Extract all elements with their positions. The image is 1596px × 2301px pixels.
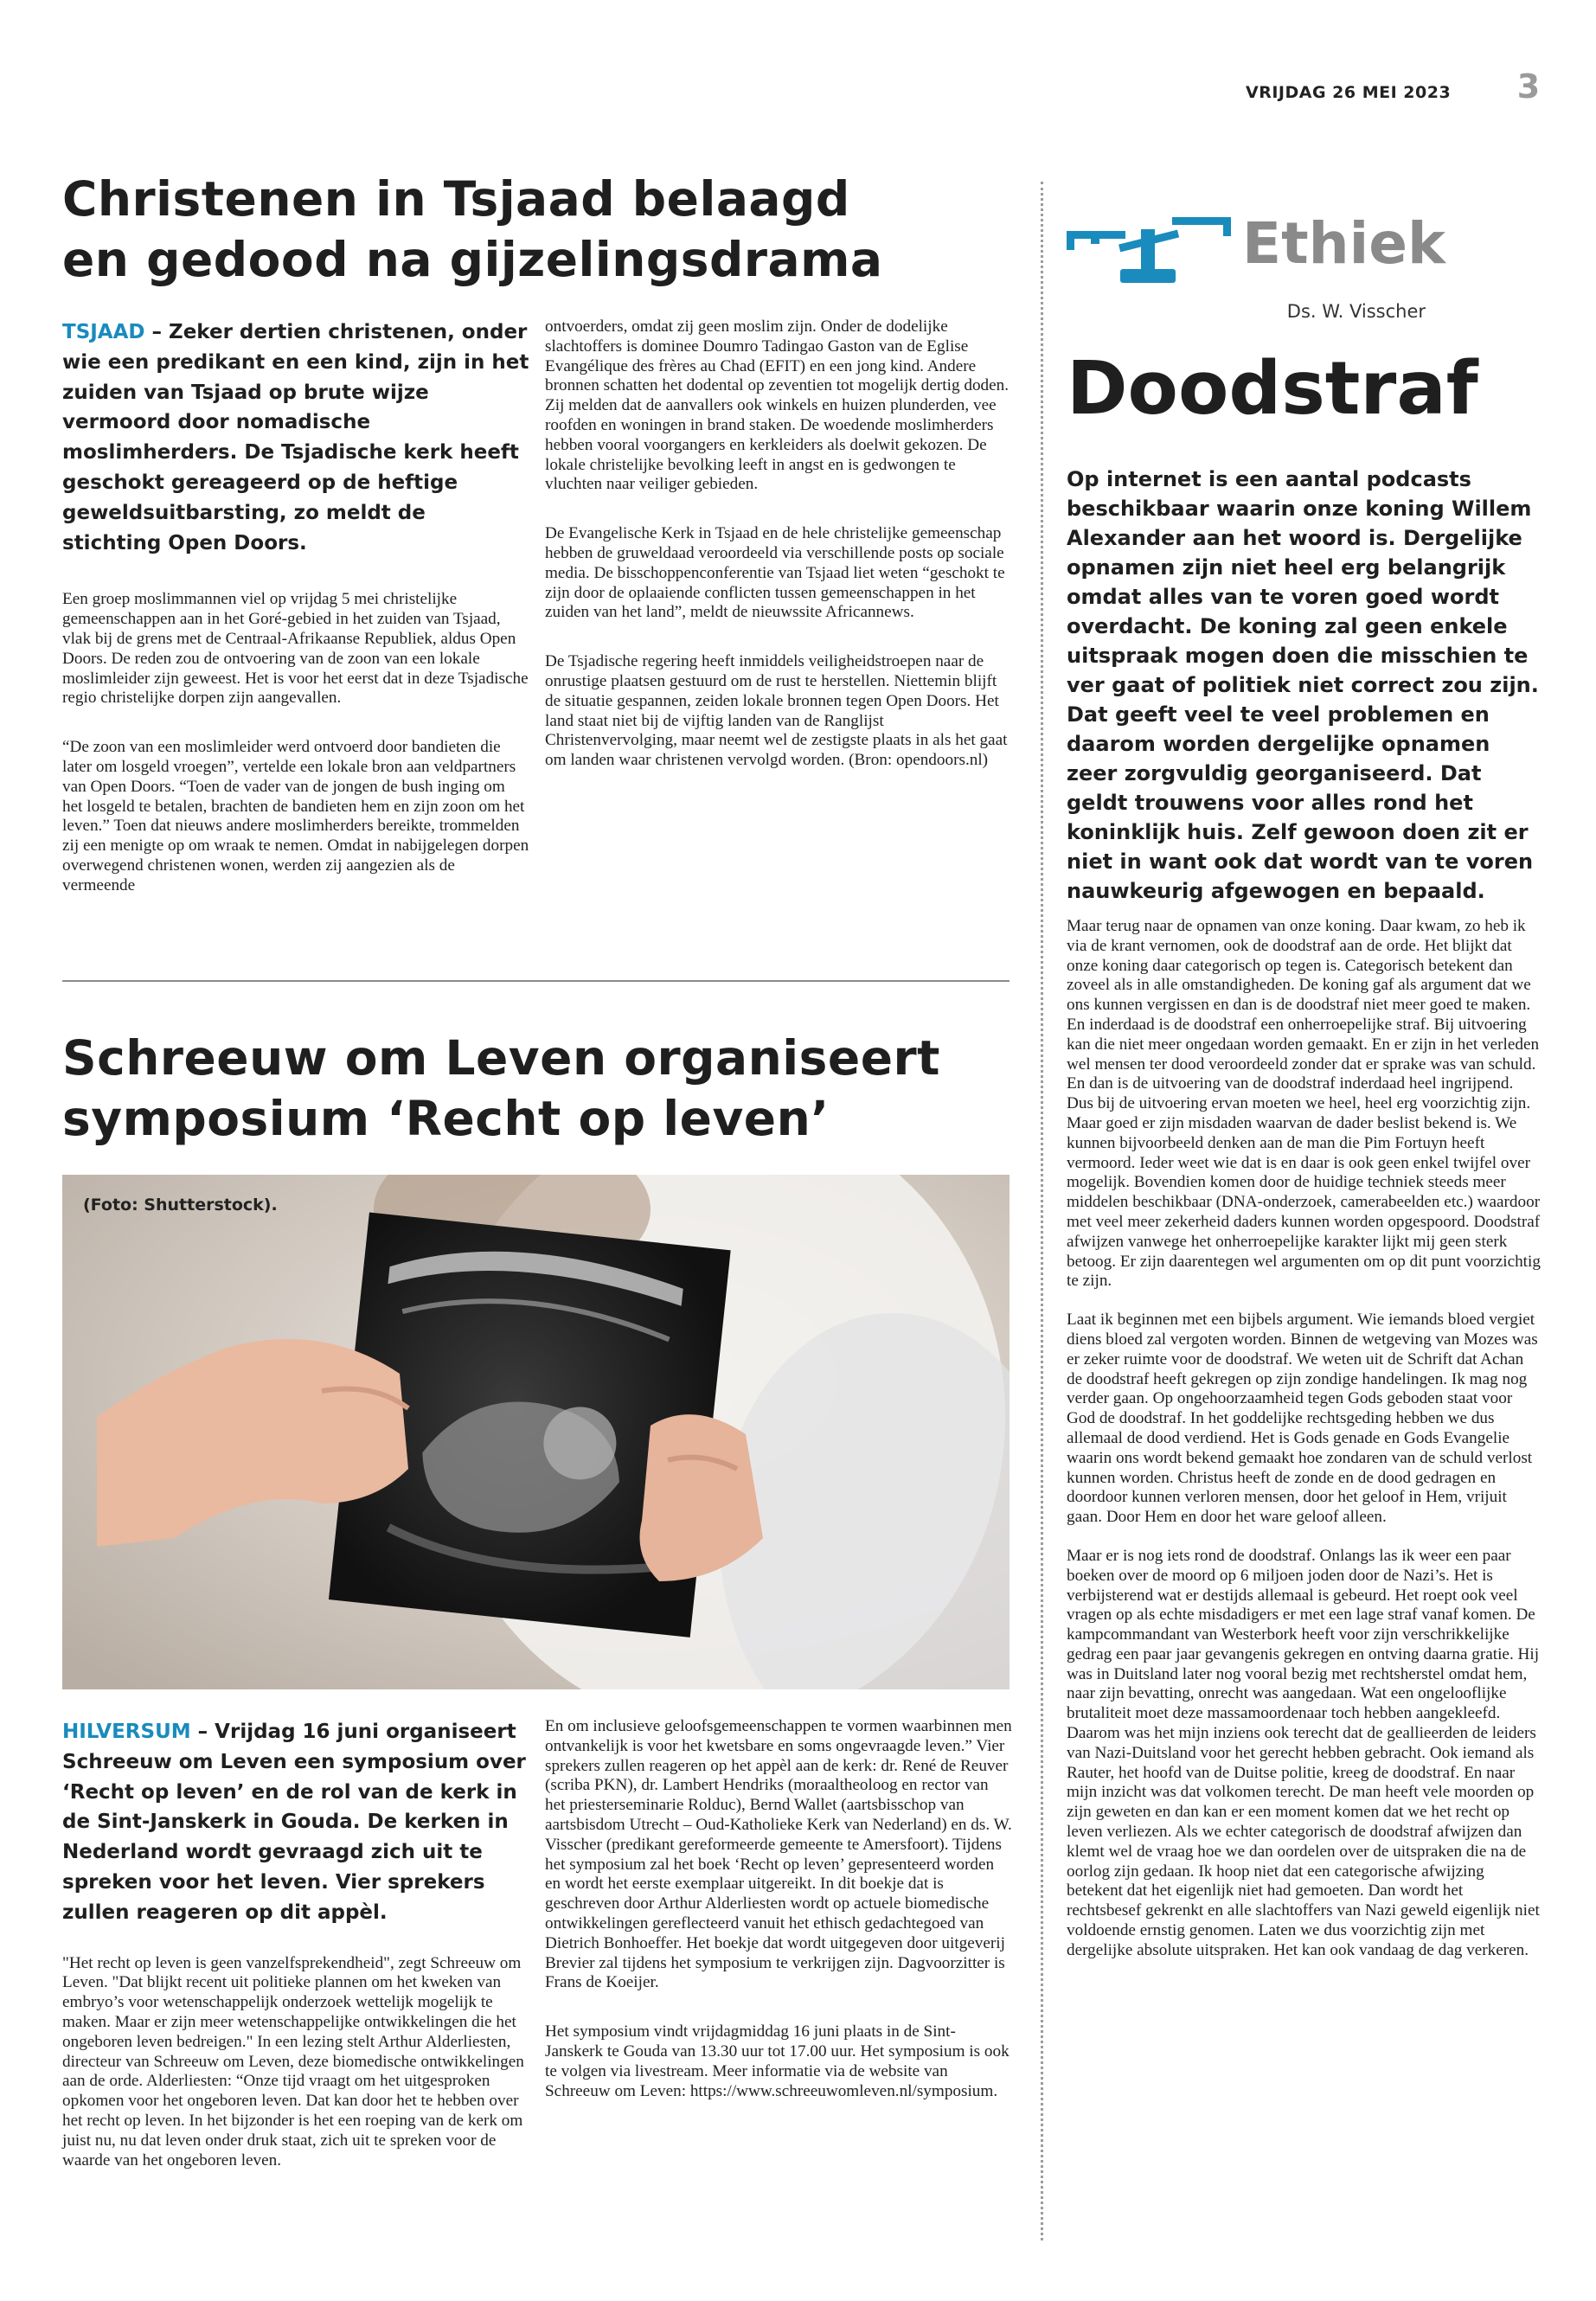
article1-headline-line: en gedood na gijzelingsdrama: [62, 232, 883, 287]
section-divider: [62, 980, 1010, 982]
scales-icon: [1067, 212, 1231, 294]
article2-headline: [62, 1028, 1014, 1149]
column-paragraph: Laat ik beginnen met een bijbels argument. Wie iemands bloed vergiet diens bloed zal vergoten worden. Binnen de wetgeving van Mozes was er zeker ruimte voor de doodstraf. We weten uit de Schrift dat Achan de doodstraf heeft gekregen op zijn zondige handelingen. Ik mag nog verder gaan. Op ongehoorzaamheid tegen Gods geboden staat voor God de doodstraf. In het goddelijke rechtsgeding hebben we dus allemaal de dood verdiend. Het is Gods genade en Gods Evangelie waarin ons wordt bekend gemaakt hoe zondaren van de schuld verlost kunnen worden. Christus heeft de zonde en de dood gedragen en doordoor kunnen verloren mensen, door het geloof in Hem, vrijuit gaan. Door Hem en door het ware geloof alleen.: [1067, 1311, 1538, 1527]
column-lead: Op internet is een aantal podcasts beschikbaar waarin onze koning Willem Alexander aan het woord is. Dergelijke opnamen zijn niet heel erg belangrijk omdat alles van te voren goed wordt overdacht. De koning zal geen enkele uitspraak mogen doen die misschien te ver gaat of politiek niet correct zou zijn. Dat geeft veel te veel problemen en daarom worden dergelijke opnamen zeer zorgvuldig georganiseerd. Dat geldt trouwens voor alles rond het koninklijk huis. Zelf gewoon doen zit er niet in want ook dat wordt van te voren nauwkeurig afgewogen en bepaald.: [1067, 467, 1539, 903]
column-paragraph: Maar terug naar de opnamen van onze koning. Daar kwam, zo heb ik via de krant vernomen, ook de doodstraf aan de orde. Het blijkt dat onze koning daar categorisch op tegen is. Categorisch betekent dan zoveel als in alle omstandigheden. De koning gaf als argument dat we ons kunnen vergissen en dan is de doodstraf niet meer goed te maken. En inderdaad is de doodstraf een onherroepelijke straf. Bij uitvoering kan die niet meer ongedaan worden gemaakt. En er zijn in het verleden wel mensen ter dood veroordeeld zonder dat er sprake was van schuld. En dan is de uitvoering van de doodstraf inderdaad heel ingrijpend. Dus bij de uitvoering ervan moeten we heel, heel erg voorzichtig zijn. Maar goed er zijn misdaden waarvan de dader beslist bekend is. We kunnen bijvoorbeeld denken aan de man die Pim Fortuyn heeft vermoord. Ieder weet wie dat is en daar is ook geen enkel twijfel over mogelijk. Bovendien komen door de huidige techniek steeds meer middelen beschikbaar (DNA-onderzoek, camerabeelden etc.) waardoor met veel meer zekerheid daders kunnen worden opgespoord. Doodstraf afwijzen vanwege het onherroepelijke karakter lijkt mij geen sterk betoog. Er zijn daarentegen wel argumenten om op dit punt voorzichtig te zijn.: [1067, 917, 1541, 1291]
article1-column-1: [62, 317, 529, 926]
article1-lead: [62, 317, 529, 558]
article1-lead-text: – Zeker dertien christenen, onder wie een predikant en een kind, zijn in het zuiden van Tsjaad op brute wijze vermoord door nomadische moslimherders. De Tsjadische kerk heeft geschokt gereageerd op de heftige geweldsuitbarsting, zo meldt de stichting Open Doors.: [62, 321, 529, 554]
scales-icon-shape: [1067, 217, 1231, 283]
ultrasound-photo-illustration: [62, 1175, 1010, 1689]
column-divider: [1041, 182, 1043, 2240]
article2-headline-line: symposium ‘Recht op leven’: [62, 1091, 830, 1146]
article2-column-1: [62, 1717, 529, 2200]
photo-credit: (Foto: Shutterstock).: [83, 1195, 278, 1215]
section-title: Ethiek: [1242, 210, 1445, 277]
article1-headline-line: Christenen in Tsjaad belaagd: [62, 171, 850, 227]
article2-headline-line: Schreeuw om Leven organiseert: [62, 1030, 940, 1086]
article1-paragraph: Een groep moslimmannen viel op vrijdag 5 mei christelijke gemeenschappen aan in het Goré-gebied in het zuiden van Tsjaad, vlak bij de grens met de Centraal-Afrikaanse Republiek, aldus Open Doors. De reden zou de ontvoering van de zoon van een lokale moslimleider zijn geweest. Het is voor het eerst dat in deze Tsjadische regio christelijke dorpen zijn aangevallen.: [62, 590, 529, 708]
article2-lead: [62, 1717, 529, 1928]
article2-dateline: HILVERSUM: [62, 1721, 191, 1743]
issue-date: VRIJDAG 26 MEI 2023: [1246, 83, 1452, 102]
column-headline: Doodstraf: [1067, 346, 1478, 432]
page-number: 3: [1516, 67, 1541, 106]
article1-paragraph: “De zoon van een moslimleider werd ontvoerd door bandieten die later om losgeld vroegen”, vertelde een lokale bron aan veldpartners van Open Doors. “Toen de vader van de jongen de bush inging om het losgeld te betalen, brachten de bandieten hem en zijn zoon om het leven.” Toen dat nieuws andere moslimherders bereikte, trommelden zij een menigte op om wraak te nemen. Omdat in nabijgelegen dorpen overwegend christenen wonen, werden zij aangezien als de vermeende: [62, 738, 529, 894]
article1-paragraph: De Evangelische Kerk in Tsjaad en de hele christelijke gemeenschap hebben de gruweldaad veroordeeld via verschillende posts op sociale media. De bisschoppenconferentie van Tsjaad liet weten “geschokt te zijn door de oplaaiende conflicten tussen gemeenschappen in het zuiden van het land”, meldt de nieuwssite Africannews.: [545, 524, 1005, 622]
article1-headline: [62, 169, 1014, 290]
article1-dateline: TSJAAD: [62, 321, 145, 343]
article1-paragraph: De Tsjadische regering heeft inmiddels veiligheidstroepen naar de onrustige plaatsen gestuurd om de rust te herstellen. Niettemin blijft de situatie gespannen, zeiden lokale bronnen tegen Open Doors. Het land staat niet bij de vijftig landen van de Ranglijst Christenvervolging, maar neemt wel de zestigste plaats in als het gaat om landen waar christenen vervolgd worden. (Bron: opendoors.nl): [545, 652, 1008, 770]
article2-paragraph: "Het recht op leven is geen vanzelfsprekendheid", zegt Schreeuw om Leven. "Dat blijkt recent uit politieke plannen om het kweken van embryo’s voor wetenschappelijk onderzoek wettelijk mogelijk te maken. Maar er zijn meer wetenschappelijke ontwikkelingen die het ongeboren leven bedreigen." In een lezing stelt Arthur Alderliesten, directeur van Schreeuw om Leven, deze biomedische ontwikkelingen aan de orde. Alderliesten: “Onze tijd vraagt om het uitgesproken opkomen voor het ongeboren leven. Dat kan door het te hebben over het recht op leven. In het bijzonder is het een roeping van de kerk om juist nu, nu dat leven onder druk staat, zich uit te spreken voor de waarde van het ongeboren leven.: [62, 1953, 524, 2170]
column-paragraph: Maar er is nog iets rond de doodstraf. Onlangs las ik weer een paar boeken over de moord op 6 miljoen joden door de Nazi’s. Het is verbijsterend wat er destijds allemaal is gebeurd. Het roept ook veel vragen op als echte misdadigers er met een lage straf vanaf komen. De kampcommandant van Westerbork heeft voor zijn verschrikkelijke gedrag een paar jaar gevangenis gekregen en ontving daarna gratie. Hij was in Duitsland later nog vooral bezig met rechtsherstel omdat hem, naar zijn bevatting, onrecht was aangedaan. Wat een ongelooflijke brutaliteit moet deze massamoordenaar toch hebben aangekleefd. Daarom was het mijn inziens ook terecht dat de geallieerden de leiders van Nazi-Duitsland voor het gerecht hebben gebracht. Ook iemand als Rauter, het hoofd van de Duitse politie, kreeg de doodstraf. En naar mijn inzicht was dat volkomen terecht. De man heeft vele moorden op zijn geweten en dan kan er een moment komen dat we het recht op leven verliezen. Als we echter categorisch de doodstraf afwijzen dan klemt wel de vraag hoe we dan oordelen over de uitspraken die na de oorlog zijn gedaan. Ik hoop niet dat een categorische afwijzing betekent dat het eigenlijk niet had gemoeten. Dan wordt het rechtsbesef gekrenkt en alle slachtoffers van Nazi geweld eigenlijk niet voldoende ernstig genomen. Laten we dus voorzichtig zijn met dergelijke absolute uitspraken. Het kan ook vandaag de dag verkeren.: [1067, 1546, 1540, 1959]
author-byline: Ds. W. Visscher: [1286, 301, 1426, 322]
article2-lead-text: – Vrijdag 16 juni organiseert Schreeuw om Leven een symposium over ‘Recht op leven’ en de rol van de kerk in de Sint-Janskerk in Gouda. De kerken in Nederland wordt gevraagd zich uit te spreken voor het leven. Vier sprekers zullen reageren op dit appèl.: [62, 1721, 526, 1924]
article2-column-2: [545, 1717, 1012, 2131]
article2-paragraph: En om inclusieve geloofsgemeenschappen te vormen waarbinnen men ontvankelijk is voor het kwetsbare en soms ongevraagde leven.” Vier sprekers zullen reageren op het appèl aan de kerk: dr. René de Reuver (scriba PKN), dr. Lambert Hendriks (moraaltheoloog en rector van het priesterseminarie Rolduc), Bernd Wallet (aartsbisschop van aartsbisdom Utrecht – Oud-Katholieke Kerk van Nederland) en ds. W. Visscher (predikant gereformeerde gemeente te Amersfoort). Tijdens het symposium zal het boek ‘Recht op leven’ gepresenteerd worden en wordt het eerste exemplaar uitgereikt. In dit boekje dat is geschreven door Arthur Alderliesten wordt op actuele biomedische ontwikkelingen gereflecteerd vanuit het ethisch gedachtegoed van Dietrich Bonhoeffer. Het boekje dat wordt uitgegeven door uitgeverij Brevier zal tijdens het symposium te verkrijgen zijn. Dagvoorzitter is Frans de Koeijer.: [545, 1717, 1012, 1992]
article1-paragraph: ontvoerders, omdat zij geen moslim zijn. Onder de dodelijke slachtoffers is dominee Doumro Tadingao Gaston van de Eglise Evangélique des frères au Chad (EFIT) en een jong kind. Andere bronnen schatten het dodental op zeventien tot mogelijk dertig doden. Zij melden dat de aanvallers ook winkels en huizen plunderden, vee roofden en woningen in brand staken. De woedende moslimherders hebben vooral voorgangers en kerkleiders als doelwit gekozen. De lokale christelijke bevolking leeft in angst en is gedwongen te vluchten naar veiliger gebieden.: [545, 317, 1010, 494]
article1-column-2: [545, 317, 1012, 800]
column-body: [1067, 465, 1541, 1961]
ultrasound-photo: [62, 1175, 1010, 1689]
article2-paragraph: Het symposium vindt vrijdagmiddag 16 juni plaats in de Sint-Janskerk te Gouda van 13.30 uur tot 17.00 uur. Het symposium is ook te volgen via livestream. Meer informatie via de website van Schreeuw om Leven: https://www.schreeuwomleven.nl/symposium.: [545, 2022, 1010, 2100]
